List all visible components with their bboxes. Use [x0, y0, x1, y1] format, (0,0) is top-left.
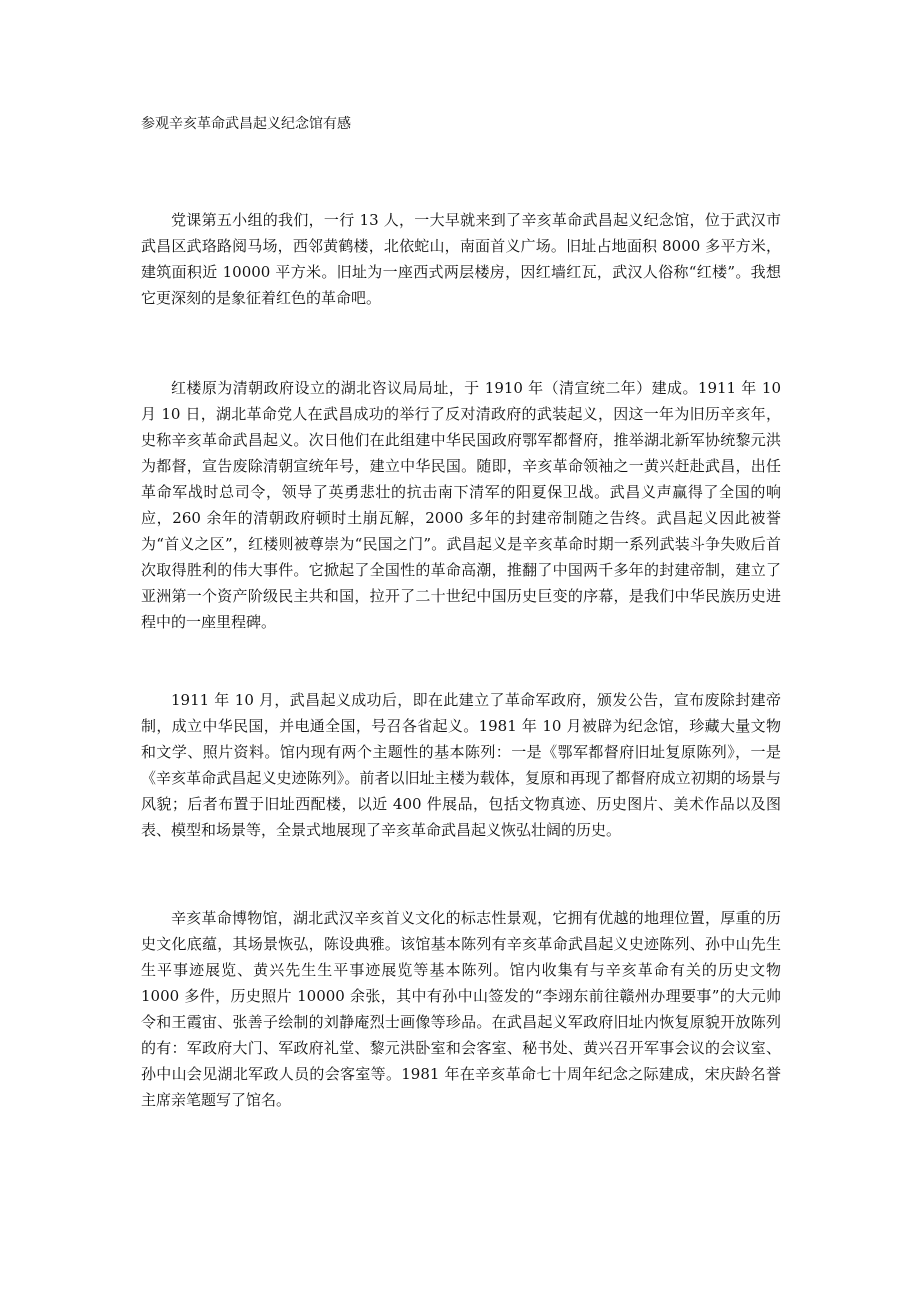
paragraph-2: 红楼原为清朝政府设立的湖北咨议局局址，于 1910 年（清宣统二年）建成。1911 年 10 月 10 日，湖北革命党人在武昌成功的举行了反对清政府的武装起义，因这一年为旧历辛亥年，史称辛亥革命武昌起义。次日他们在此组建中华民国政府鄂军都督府，推举湖北新军协统黎元洪为都督，宣告废除清朝宣统年号，建立中华民国。随即，辛亥革命领袖之一黄兴赶赴武昌，出任革命军战时总司令，领导了英勇悲壮的抗击南下清军的阳夏保卫战。武昌义声赢得了全国的响应，260 余年的清朝政府顿时土崩瓦解，2000 多年的封建帝制随之告终。武昌起义因此被誉为“首义之区”，红楼则被尊崇为“民国之门”。武昌起义是辛亥革命时期一系列武装斗争失败后首次取得胜利的伟大事件。它掀起了全国性的革命高潮，推翻了中国两千多年的封建帝制，建立了亚洲第一个资产阶级民主共和国，拉开了二十世纪中国历史巨变的序幕，是我们中华民族历史进程中的一座里程碑。 — [141, 379, 781, 631]
document-title: 参观辛亥革命武昌起义纪念馆有感 — [141, 116, 351, 132]
paragraph-3: 1911 年 10 月，武昌起义成功后，即在此建立了革命军政府，颁发公告，宣布废除封建帝制，成立中华民国，并电通全国，号召各省起义。1981 年 10 月被辟为纪念馆，珍藏大量文物和文学、照片资料。馆内现有两个主题性的基本陈列：一是《鄂军都督府旧址复原陈列》，一是《辛亥革命武昌起义史迹陈列》。前者以旧址主楼为载体，复原和再现了都督府成立初期的场景与风貌；后者布置于旧址西配楼，以近 400 件展品，包括文物真迹、历史图片、美术作品以及图表、模型和场景等，全景式地展现了辛亥革命武昌起义恢弘壮阔的历史。 — [141, 691, 781, 839]
paragraph-4: 辛亥革命博物馆，湖北武汉辛亥首义文化的标志性景观，它拥有优越的地理位置，厚重的历史文化底蕴，其场景恢弘，陈设典雅。该馆基本陈列有辛亥革命武昌起义史迹陈列、孙中山先生生平事迹展览、黄兴先生生平事迹展览等基本陈列。馆内收集有与辛亥革命有关的历史文物 1000 多件，历史照片 10000 余张，其中有孙中山签发的“李翊东前往赣州办理要事”的大元帅令和王霞宙、张善子绘制的刘静庵烈士画像等珍品。在武昌起义军政府旧址内恢复原貌开放陈列的有：军政府大门、军政府礼堂、黎元洪卧室和会客室、秘书处、黄兴召开军事会议的会议室、孙中山会见湖北军政人员的会客室等。1981 年在辛亥革命七十周年纪念之际建成，宋庆龄名誉主席亲笔题写了馆名。 — [141, 909, 781, 1109]
paragraph-1: 党课第五小组的我们，一行 13 人，一大早就来到了辛亥革命武昌起义纪念馆，位于武汉市武昌区武珞路阅马场，西邻黄鹤楼，北依蛇山，南面首义广场。旧址占地面积 8000 多平方米，建筑面积近 10000 平方米。旧址为一座西式两层楼房，因红墙红瓦，武汉人俗称“红楼”。我想它更深刻的是象征着红色的革命吧。 — [141, 211, 781, 307]
